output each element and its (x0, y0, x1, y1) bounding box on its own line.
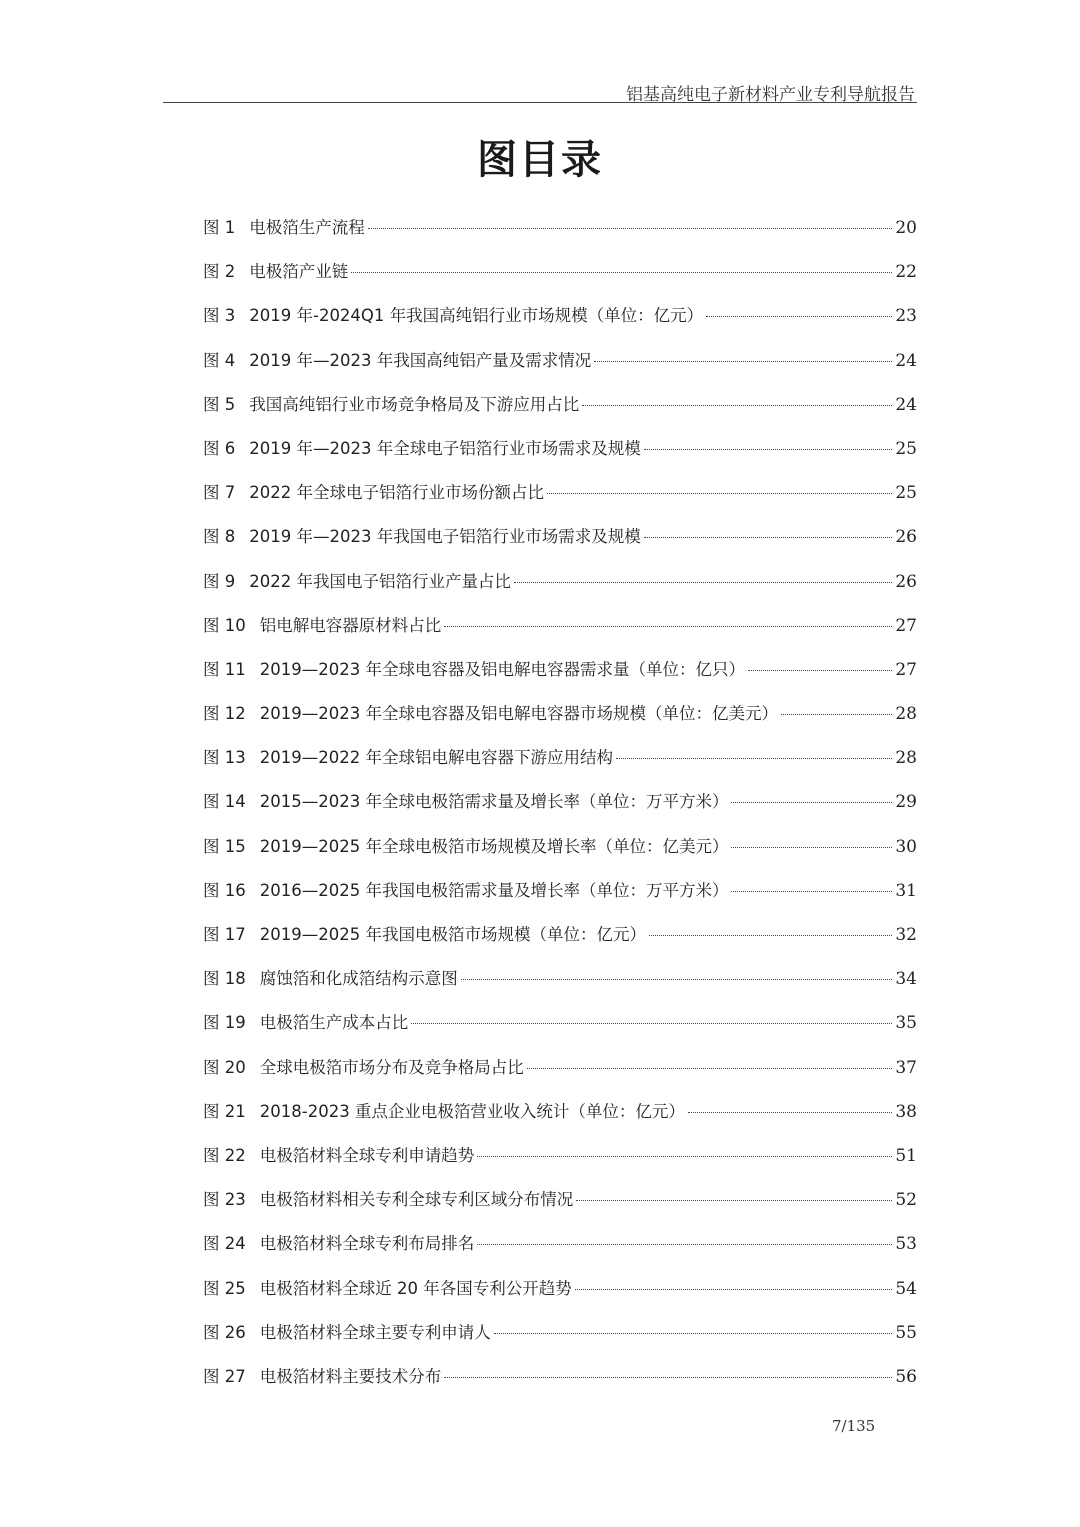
toc-entry-label: 图 9 (203, 571, 236, 591)
toc-entry[interactable] (203, 565, 917, 609)
toc-entry-title: 铝电解电容器原材料占比 (259, 615, 442, 635)
toc-entry-title: 2015—2023 年全球电极箔需求量及增长率（单位：万平方米） (259, 792, 729, 812)
toc-entry-label: 图 21 (203, 1101, 246, 1121)
toc-entry-title: 2019—2023 年全球电容器及铝电解电容器市场规模（单位：亿美元） (259, 704, 778, 724)
toc-entry-page-number: 26 (895, 527, 917, 548)
toc-entry-title: 2016—2025 年我国电极箔需求量及增长率（单位：万平方米） (259, 880, 729, 900)
toc-entry-label: 图 22 (203, 1145, 246, 1165)
toc-entry-label: 图 25 (203, 1278, 246, 1298)
toc-dot-leader (477, 1156, 892, 1157)
toc-entry[interactable] (203, 1360, 917, 1404)
toc-entry-label: 图 15 (203, 836, 246, 856)
toc-entry-label: 图 16 (203, 880, 246, 900)
toc-dot-leader (575, 1289, 893, 1290)
toc-entry[interactable] (203, 1227, 917, 1271)
toc-entry-label: 图 27 (203, 1366, 246, 1386)
toc-entry[interactable] (203, 1272, 917, 1316)
toc-entry-title: 电极箔材料全球近 20 年各国专利公开趋势 (259, 1278, 572, 1298)
toc-entry[interactable] (203, 1139, 917, 1183)
toc-entry[interactable] (203, 874, 917, 918)
toc-dot-leader (494, 1333, 893, 1334)
toc-entry-page-number: 29 (895, 792, 917, 813)
toc-dot-leader (748, 670, 892, 671)
toc-entry-title: 电极箔材料相关专利全球专利区域分布情况 (259, 1190, 574, 1210)
toc-dot-leader (477, 1244, 892, 1245)
toc-dot-leader (781, 714, 892, 715)
figure-toc-list (203, 211, 917, 1404)
toc-entry-label: 图 6 (203, 438, 236, 458)
toc-entry-page-number: 31 (895, 880, 917, 901)
toc-dot-leader (527, 1068, 893, 1069)
toc-entry[interactable] (203, 830, 917, 874)
toc-entry[interactable] (203, 741, 917, 785)
toc-entry[interactable] (203, 1316, 917, 1360)
toc-entry-label: 图 18 (203, 969, 246, 989)
page-number: 7/135 (832, 1417, 876, 1435)
toc-dot-leader (731, 802, 892, 803)
toc-entry[interactable] (203, 520, 917, 564)
toc-entry-page-number: 55 (895, 1322, 917, 1343)
toc-entry-page-number: 25 (895, 483, 917, 504)
toc-entry-title: 电极箔生产成本占比 (259, 1013, 409, 1033)
toc-dot-leader (547, 493, 892, 494)
toc-entry-label: 图 12 (203, 704, 246, 724)
toc-entry-label: 图 24 (203, 1234, 246, 1254)
toc-entry-title: 我国高纯铝行业市场竞争格局及下游应用占比 (249, 394, 580, 414)
toc-entry-title: 电极箔生产流程 (249, 218, 365, 237)
toc-entry-label: 图 17 (203, 925, 246, 944)
toc-entry-label: 图 2 (203, 262, 236, 282)
toc-entry-page-number: 26 (895, 571, 917, 592)
toc-dot-leader (731, 891, 892, 892)
toc-entry-title: 电极箔材料主要技术分布 (259, 1366, 442, 1386)
toc-entry-title: 2019 年—2023 年我国高纯铝产量及需求情况 (249, 350, 592, 370)
toc-entry-title: 腐蚀箔和化成箔结构示意图 (259, 969, 458, 989)
toc-entry-page-number: 28 (895, 704, 917, 725)
toc-entry-page-number: 22 (895, 262, 917, 283)
toc-dot-leader (616, 758, 892, 759)
toc-dot-leader (649, 935, 892, 936)
header-divider (163, 102, 917, 103)
toc-entry[interactable] (203, 785, 917, 829)
toc-entry-title: 电极箔材料全球专利布局排名 (259, 1234, 475, 1254)
toc-entry[interactable] (203, 609, 917, 653)
toc-entry-title: 2019—2025 年我国电极箔市场规模（单位：亿元） (259, 925, 646, 944)
toc-entry[interactable] (203, 697, 917, 741)
toc-entry[interactable] (203, 255, 917, 299)
toc-dot-leader (461, 979, 893, 980)
toc-dot-leader (444, 1377, 892, 1378)
toc-dot-leader (576, 1200, 892, 1201)
toc-entry[interactable] (203, 653, 917, 697)
toc-dot-leader (411, 1023, 892, 1024)
toc-entry-label: 图 8 (203, 527, 236, 547)
toc-entry-title: 电极箔材料全球主要专利申请人 (259, 1322, 491, 1342)
toc-entry-title: 电极箔材料全球专利申请趋势 (259, 1145, 475, 1165)
toc-entry[interactable] (203, 1183, 917, 1227)
toc-entry-page-number: 20 (895, 218, 917, 238)
toc-entry-page-number: 24 (895, 350, 917, 371)
toc-dot-leader (644, 537, 893, 538)
toc-entry-page-number: 56 (895, 1366, 917, 1387)
toc-entry-page-number: 38 (895, 1101, 917, 1122)
toc-entry[interactable] (203, 388, 917, 432)
toc-entry-page-number: 51 (895, 1145, 917, 1166)
toc-dot-leader (706, 316, 892, 317)
toc-entry[interactable] (203, 299, 917, 343)
toc-entry[interactable] (203, 476, 917, 520)
toc-entry[interactable] (203, 962, 917, 1006)
toc-entry-title: 2019—2025 年全球电极箔市场规模及增长率（单位：亿美元） (259, 836, 729, 856)
toc-entry[interactable] (203, 1006, 917, 1050)
toc-entry[interactable] (203, 211, 917, 255)
toc-entry-label: 图 19 (203, 1013, 246, 1033)
toc-entry-label: 图 26 (203, 1322, 246, 1342)
toc-entry-page-number: 27 (895, 659, 917, 680)
toc-entry-page-number: 54 (895, 1278, 917, 1299)
toc-entry-label: 图 7 (203, 483, 236, 503)
toc-entry-page-number: 34 (895, 969, 917, 990)
toc-entry-label: 图 5 (203, 394, 236, 414)
toc-entry-label: 图 3 (203, 306, 236, 326)
toc-entry-title: 2019—2023 年全球电容器及铝电解电容器需求量（单位：亿只） (259, 659, 745, 679)
toc-entry[interactable] (203, 344, 917, 388)
toc-entry-title: 2022 年全球电子铝箔行业市场份额占比 (249, 483, 544, 503)
toc-entry-title: 全球电极箔市场分布及竞争格局占比 (259, 1057, 524, 1077)
toc-entry-title: 2019 年—2023 年全球电子铝箔行业市场需求及规模 (249, 438, 641, 458)
page-title: 图目录 (477, 137, 603, 183)
toc-dot-leader (582, 405, 892, 406)
toc-entry-title: 2019 年-2024Q1 年我国高纯铝行业市场规模（单位：亿元） (249, 306, 704, 326)
toc-dot-leader (368, 228, 893, 229)
toc-entry-page-number: 52 (895, 1190, 917, 1211)
toc-entry[interactable] (203, 432, 917, 476)
toc-dot-leader (688, 1112, 892, 1113)
toc-dot-leader (731, 847, 892, 848)
toc-dot-leader (444, 626, 892, 627)
toc-entry-title: 2018-2023 重点企业电极箔营业收入统计（单位：亿元） (259, 1101, 685, 1121)
toc-entry-page-number: 23 (895, 306, 917, 327)
running-header: 铝基高纯电子新材料产业专利导航报告 (626, 85, 915, 105)
toc-entry-label: 图 10 (203, 615, 246, 635)
toc-entry-title: 2022 年我国电子铝箔行业产量占比 (249, 571, 511, 591)
toc-entry-page-number: 53 (895, 1234, 917, 1255)
toc-dot-leader (594, 361, 892, 362)
toc-entry[interactable] (203, 1095, 917, 1139)
toc-entry-label: 图 1 (203, 218, 236, 237)
toc-dot-leader (351, 272, 892, 273)
toc-entry-page-number: 30 (895, 836, 917, 857)
toc-entry-title: 2019—2022 年全球铝电解电容器下游应用结构 (259, 748, 613, 768)
toc-entry-label: 图 20 (203, 1057, 246, 1077)
toc-entry-label: 图 14 (203, 792, 246, 812)
toc-entry-page-number: 28 (895, 748, 917, 769)
toc-entry-label: 图 4 (203, 350, 236, 370)
toc-entry-title: 电极箔产业链 (249, 262, 349, 282)
toc-entry[interactable] (203, 1051, 917, 1095)
toc-entry[interactable] (203, 918, 917, 962)
toc-dot-leader (514, 582, 892, 583)
toc-entry-page-number: 35 (895, 1013, 917, 1034)
toc-entry-page-number: 32 (895, 925, 917, 945)
toc-entry-title: 2019 年—2023 年我国电子铝箔行业市场需求及规模 (249, 527, 641, 547)
toc-entry-page-number: 24 (895, 394, 917, 415)
toc-entry-page-number: 27 (895, 615, 917, 636)
toc-entry-label: 图 23 (203, 1190, 246, 1210)
toc-dot-leader (644, 449, 893, 450)
toc-entry-page-number: 25 (895, 438, 917, 459)
toc-entry-label: 图 11 (203, 659, 246, 679)
toc-entry-page-number: 37 (895, 1057, 917, 1078)
toc-entry-label: 图 13 (203, 748, 246, 768)
